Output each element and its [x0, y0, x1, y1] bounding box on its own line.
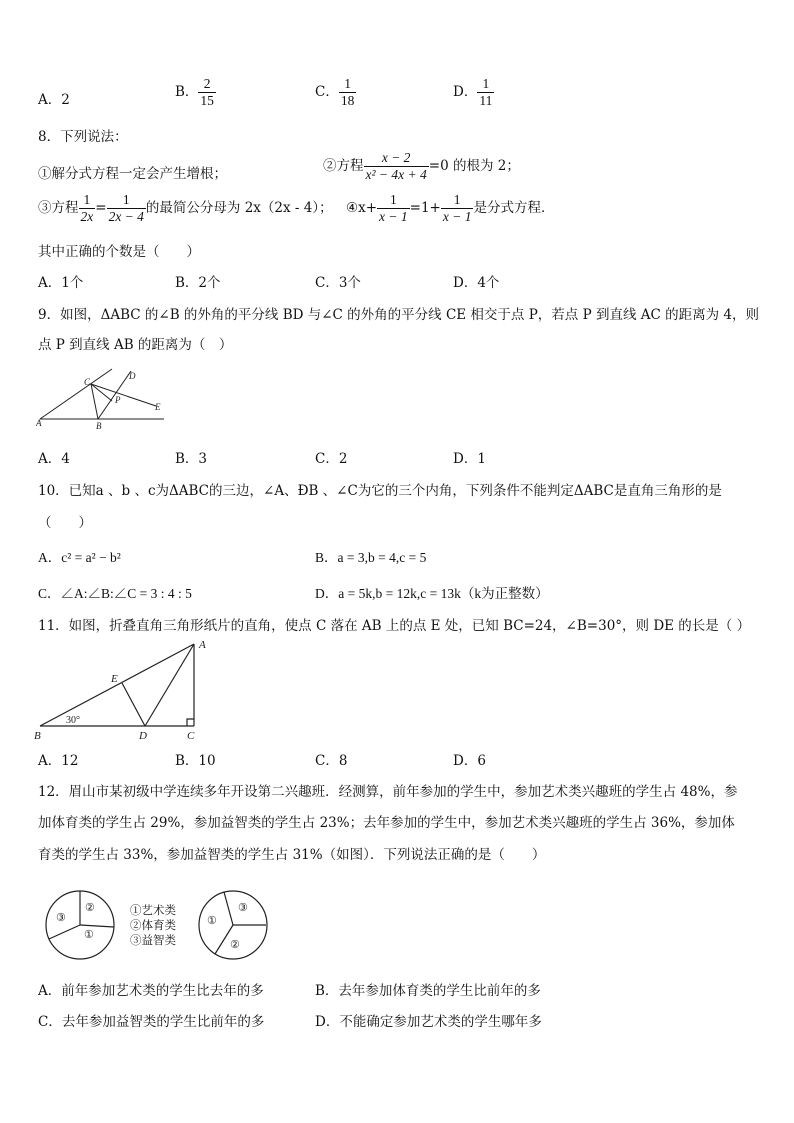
q11-label-c: C — [187, 730, 195, 742]
q11-right-angle-mark — [187, 719, 194, 726]
q12-option-c: C．去年参加益智类的学生比前年的多 — [38, 1014, 265, 1030]
q8-option-c: C．3个 — [315, 275, 361, 291]
q8-s4-prefix: ④x+ — [346, 200, 378, 216]
q10-option-c: C．∠A:∠B:∠C = 3 : 4 : 5 — [38, 586, 192, 601]
q12-pie2-label-2: ② — [230, 939, 240, 951]
q11-side-ba — [40, 644, 194, 726]
q8-s4-den2: x − 1 — [442, 209, 472, 224]
q7-option-c — [315, 76, 356, 109]
q10-option-d: D．a = 5k,b = 12k,c = 13k（k为正整数） — [315, 586, 549, 601]
q8-s4-middle: =1+ — [409, 200, 441, 216]
q7-b-numerator: 2 — [198, 76, 216, 93]
q7-option-a: A．2 — [38, 92, 70, 108]
q10-text-line-1: 10．已知a 、b 、c为ΔABC的三边，∠A、ÐB 、∠C为它的三个内角，下列条件不能判定ΔABC是直角三角形的是 — [38, 483, 722, 499]
q11-label-e: E — [111, 673, 118, 685]
q9-line-ac — [40, 369, 112, 419]
q11-option-d: D．6 — [453, 753, 486, 769]
q9-text-line-1: 9．如图，ΔABC 的∠B 的外角的平分线 BD 与∠C 的外角的平分线 CE 相交于点 P，若点 P 到直线 AC 的距离为 4，则 — [38, 307, 760, 323]
q12-option-a: A．前年参加艺术类的学生比去年的多 — [38, 983, 264, 999]
q8-s4-fraction-2 — [441, 192, 474, 225]
q8-statement-3 — [38, 192, 333, 225]
q8-s3-equals: = — [95, 200, 107, 216]
q12-text-line-2: 加体育类的学生占 29%，参加益智类的学生占 23%；去年参加的学生中，参加艺术类兴趣班的学生占 36%，参加体 — [38, 815, 735, 831]
q8-s4-num1: 1 — [377, 192, 410, 209]
q12-text-line-1: 12．眉山市某初级中学连续多年开设第二兴趣班．经测算，前年参加的学生中，参加艺术类兴趣班的学生占 48%，参 — [38, 784, 738, 800]
q11-figure — [34, 636, 214, 744]
q9-label-b: B — [96, 421, 102, 431]
q9-figure — [36, 366, 168, 432]
q8-s3-num1: 1 — [79, 192, 96, 209]
q8-s2-denominator: x² − 4x + 4 — [365, 167, 427, 182]
q7-option-d-fraction — [477, 76, 494, 109]
q8-s3-fraction-1 — [79, 192, 96, 225]
q9-text-line-2: 点 P 到直线 AB 的距离为（ ） — [38, 337, 233, 353]
q12-pie1-label-3: ③ — [56, 912, 66, 924]
q11-option-c: C．8 — [315, 753, 348, 769]
q7-option-c-fraction — [339, 76, 357, 109]
q11-text-line-1: 11．如图，折叠直角三角形纸片的直角，使点 C 落在 AB 上的点 E 处，已知 BC=24，∠B=30°，则 DE 的长是（ ） — [38, 618, 751, 634]
q7-c-denominator: 18 — [340, 93, 355, 108]
q8-s4-suffix: 是分式方程． — [473, 200, 555, 216]
q7-d-numerator: 1 — [477, 76, 494, 93]
q12-option-d: D．不能确定参加艺术类的学生哪年多 — [315, 1014, 542, 1030]
q8-s3-den1: 2x — [80, 209, 94, 224]
q8-option-b: B．2个 — [175, 275, 221, 291]
q8-s4-den1: x − 1 — [379, 209, 408, 224]
q8-s3-prefix: ③方程 — [38, 200, 79, 216]
q7-option-b-prefix: B． — [175, 84, 199, 100]
q10-option-a: A．c² = a² − b² — [38, 550, 121, 565]
q8-s3-den2: 2x − 4 — [108, 209, 144, 224]
q8-s3-num2: 1 — [107, 192, 146, 209]
q8-s3-fraction-2 — [107, 192, 146, 225]
q12-pie2-divider-1 — [224, 892, 233, 925]
q12-pie1-divider-2 — [80, 925, 114, 927]
q7-c-numerator: 1 — [339, 76, 357, 93]
q9-label-d: D — [129, 371, 136, 381]
q8-statement-1: ①解分式方程一定会产生增根； — [38, 166, 227, 182]
q8-s2-prefix: ②方程 — [323, 158, 364, 174]
q12-legend — [130, 903, 176, 948]
q8-option-a: A．1个 — [38, 275, 84, 291]
q9-label-a: A — [36, 418, 42, 428]
q8-s4-fraction-1 — [377, 192, 410, 225]
q11-label-a: A — [199, 639, 206, 651]
q9-option-b: B．3 — [175, 451, 208, 467]
q8-option-d: D．4个 — [453, 275, 500, 291]
q12-option-b: B．去年参加体育类的学生比前年的多 — [315, 983, 541, 999]
q11-label-d: D — [139, 730, 147, 742]
q7-b-denominator: 15 — [200, 93, 214, 108]
q10-option-b: B．a = 3,b = 4,c = 5 — [315, 550, 427, 565]
q12-legend-item-puzzle: ③益智类 — [130, 933, 176, 947]
q7-option-c-prefix: C． — [315, 84, 339, 100]
q9-option-c: C．2 — [315, 451, 348, 467]
q8-s2-numerator: x − 2 — [364, 150, 429, 167]
q8-s2-suffix: =0 的根为 2； — [428, 158, 520, 174]
q12-legend-item-art: ①艺术类 — [130, 903, 176, 917]
q8-title: 8．下列说法： — [38, 129, 128, 145]
q7-d-denominator: 11 — [479, 93, 493, 108]
q12-text-line-3: 育类的学生占 33%，参加益智类的学生占 31%（如图）．下列说法正确的是（ ） — [38, 847, 546, 863]
q12-pie2-label-3: ③ — [238, 902, 248, 914]
q12-legend-item-sports: ②体育类 — [130, 918, 176, 932]
q7-option-b-fraction — [198, 76, 216, 109]
q8-s3-suffix: 的最简公分母为 2x（2x - 4）； — [145, 200, 333, 216]
q12-pie1-label-1: ① — [84, 929, 94, 941]
q8-question: 其中正确的个数是（ ） — [38, 244, 200, 260]
q10-text-line-2: （ ） — [38, 515, 92, 531]
q7-option-d — [453, 76, 494, 109]
q11-fold-ad — [145, 644, 194, 726]
q7-option-d-prefix: D． — [453, 84, 478, 100]
q12-pie1-label-2: ② — [85, 902, 95, 914]
q8-statement-4 — [346, 192, 554, 225]
q11-label-b: B — [34, 730, 41, 742]
q12-pie2-label-1: ① — [207, 915, 217, 927]
q9-line-ce — [91, 384, 156, 406]
q12-pie1-divider-3 — [49, 925, 80, 939]
q9-label-p: P — [115, 395, 121, 405]
q9-option-d: D．1 — [453, 451, 486, 467]
q9-option-a: A．4 — [38, 451, 70, 467]
q8-statement-2 — [323, 150, 520, 183]
q9-label-e: E — [155, 402, 161, 412]
q11-angle-label: 30° — [66, 715, 80, 726]
q11-segment-ed — [122, 683, 145, 726]
q8-s2-fraction — [364, 150, 429, 183]
q7-option-b — [175, 76, 216, 109]
q8-s4-num2: 1 — [441, 192, 474, 209]
q11-option-a: A．12 — [38, 753, 79, 769]
q9-label-c: C — [84, 377, 91, 387]
q11-option-b: B．10 — [175, 753, 216, 769]
